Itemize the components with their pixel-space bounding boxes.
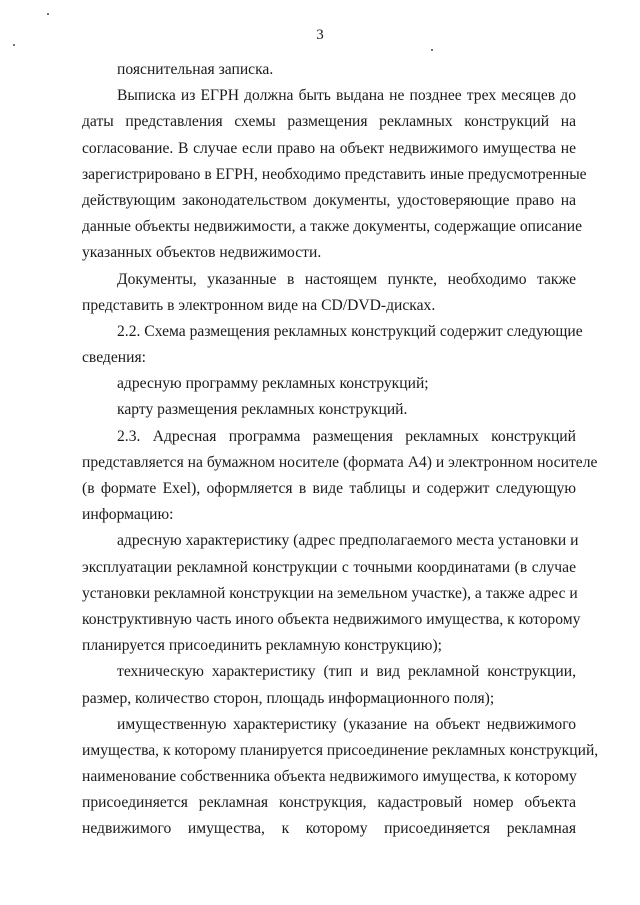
text-line: имущественную характеристику (указание на объект недвижимого — [117, 715, 576, 733]
text-line: карту размещения рекламных конструкций. — [117, 401, 408, 419]
text-line: Документы, указанные в настоящем пункте, необходимо также — [117, 270, 576, 288]
text-line: согласование. В случае если право на объект недвижимого имущества не — [82, 139, 576, 157]
text-line: пояснительная записка. — [117, 61, 274, 78]
scan-speck — [13, 44, 15, 46]
text-line: данные объекты недвижимости, а также документы, содержащие описание — [82, 218, 583, 236]
text-line: техническую характеристику (тип и вид рекламной конструкции, — [117, 663, 576, 681]
text-line: наименование собственника объекта недвижимого имущества, к которому — [82, 768, 577, 786]
text-line: (в формате Exel), оформляется в виде таблицы и содержит следующую — [82, 480, 576, 497]
text-line: размер, количество сторон, площадь информационного поля); — [82, 689, 495, 707]
text-line: адресную программу рекламных конструкций; — [117, 375, 429, 393]
text-line: информацию: — [82, 506, 174, 524]
text-line: сведения: — [82, 349, 146, 367]
text-line: эксплуатации рекламной конструкции с точными координатами (в случае — [82, 558, 576, 576]
text-line: 2.3. Адресная программа размещения рекламных конструкций — [117, 427, 576, 445]
text-line: планируется присоединить рекламную конструкцию); — [82, 637, 442, 655]
text-line: адресную характеристику (адрес предполагаемого места установки и — [117, 532, 579, 550]
text-line: имущества, к которому планируется присоединение рекламных конструкций, — [82, 741, 599, 759]
text-line: даты представления схемы размещения рекламных конструкций на — [82, 113, 576, 131]
page-number: 3 — [316, 27, 324, 43]
text-line: 2.2. Схема размещения рекламных конструкций содержит следующие — [117, 322, 583, 340]
text-line: присоединяется рекламная конструкция, кадастровый номер объекта — [82, 794, 576, 812]
scan-speck — [431, 49, 433, 51]
text-line: конструктивную часть иного объекта недвижимого имущества, к которому — [82, 610, 581, 628]
text-line: Выписка из ЕГРН должна быть выдана не позднее трех месяцев до — [117, 87, 576, 105]
scan-speck — [47, 13, 49, 15]
text-line: установки рекламной конструкции на земельном участке), а также адрес и — [82, 584, 578, 602]
text-line: действующим законодательством документы, удостоверяющие право на — [82, 191, 576, 209]
text-line: указанных объектов недвижимости. — [82, 244, 322, 262]
text-line: недвижимого имущества, к которому присоединяется рекламная — [82, 820, 576, 838]
text-line: представить в электронном виде на CD/DVD-дисках. — [82, 296, 436, 314]
document-body — [82, 57, 599, 843]
text-line: зарегистрировано в ЕГРН, необходимо представить иные предусмотренные — [82, 165, 587, 183]
text-line: представляется на бумажном носителе (формата А4) и электронном носителе — [82, 453, 598, 471]
